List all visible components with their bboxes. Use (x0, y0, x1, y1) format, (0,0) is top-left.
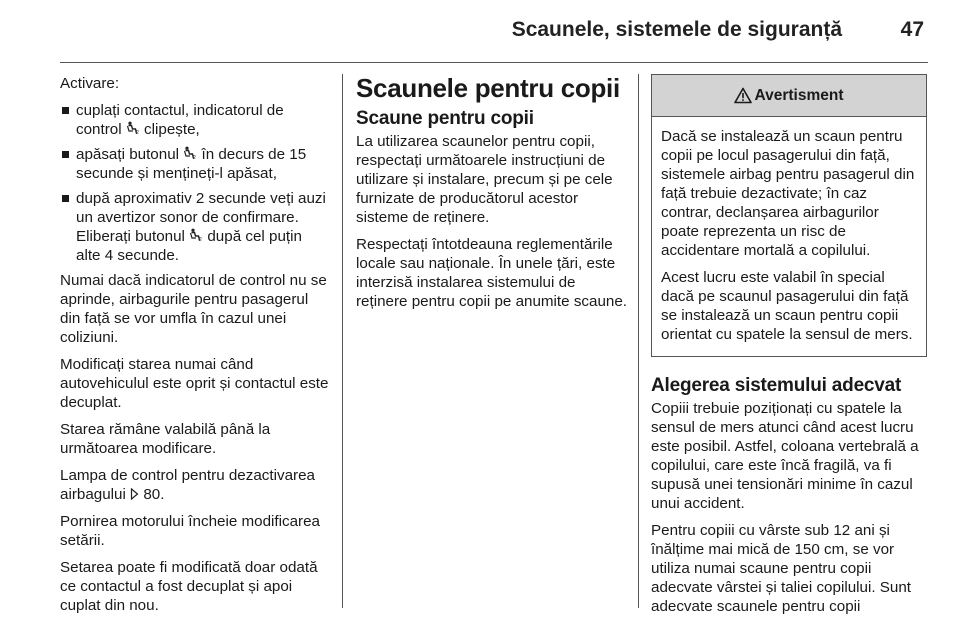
page-reference-arrow-icon[interactable] (130, 488, 139, 500)
bullet-square-icon (62, 107, 69, 114)
svg-text:2: 2 (193, 155, 197, 160)
airbag-off-seat-icon (183, 146, 197, 160)
bullet-text-after: în decurs de 15 secunde și mențineți-l apăsat, (76, 146, 307, 182)
airbag-off-seat-icon (189, 228, 203, 242)
list-item (60, 101, 330, 139)
activation-steps (60, 101, 330, 265)
list-item (60, 145, 330, 183)
bullet-text-after: clipește, (139, 121, 200, 138)
paragraph: Copiii trebuie poziționați cu spatele la sensul de mers atunci când acest lucru este posibil. Astfel, coloana vertebrală a copilului, care este încă fragilă, va fi supusă unei tensionări minime în cazul unui accident. (651, 400, 919, 512)
svg-text:2: 2 (135, 130, 139, 135)
activation-label: Activare: (60, 75, 120, 92)
page-number: 47 (900, 18, 924, 41)
page-header (0, 0, 960, 60)
paragraph: Pentru copiii cu vârste sub 12 ani și înălțime mai mică de 150 cm, se vor utiliza numai scaune pentru copii adecvate vârstei și taliei copilului. Sunt adecvate scaunele pentru copii (651, 522, 912, 615)
warning-header (652, 75, 926, 117)
bullet-text-after: după cel puțin alte 4 secunde. (76, 228, 302, 264)
paragraph: Starea rămâne valabilă până la următoarea modificare. (60, 421, 271, 457)
section-title: Scaunele pentru copii (356, 73, 620, 103)
running-title: Scaunele, sistemele de siguranță (511, 18, 842, 41)
paragraph: Numai dacă indicatorul de control nu se aprinde, airbagurile pentru pasagerul din față se vor umfla în cazul unei coliziuni. (60, 272, 327, 346)
paragraph-text: Lampa de control pentru dezactivarea airbagului (60, 467, 315, 503)
paragraph: Dacă se instalează un scaun pentru copii pe locul pasagerului din față, sistemele airbag pentru pasagerul din față trebuie dezactivate; în caz contrar, declanșarea airbagurilor poate reprezenta un risc de accidentare mortală a copilului. (661, 128, 915, 259)
bullet-square-icon (62, 195, 69, 202)
warning-box (651, 74, 927, 357)
airbag-off-seat-icon (126, 121, 140, 135)
bullet-text-before: cuplați contactul, indicatorul de control (76, 102, 284, 138)
column-3 (651, 74, 927, 624)
subsection-title: Scaune pentru copii (356, 108, 534, 129)
page-reference-link[interactable]: 80. (139, 486, 165, 503)
paragraph: Modificați starea numai când autovehiculul este oprit și contactul este decuplat. (60, 356, 329, 411)
subsection-title: Alegerea sistemului adecvat (651, 375, 902, 396)
paragraph: Respectați întotdeauna reglementările locale sau naționale. În unele țări, este interzisă instalarea sistemului de reținere pentru copii pe anumite scaune. (356, 236, 628, 310)
paragraph: Setarea poate fi modificată doar odată ce contactul a fost decuplat și apoi cuplat din nou. (60, 559, 318, 614)
column-divider-2 (638, 74, 639, 608)
warning-body (652, 117, 926, 356)
warning-triangle-icon (734, 87, 752, 104)
svg-text:2: 2 (199, 237, 202, 242)
page-reference-paragraph (60, 466, 330, 504)
warning-title: Avertisment (754, 87, 844, 104)
column-1 (60, 74, 330, 623)
bullet-square-icon (62, 151, 69, 158)
paragraph: Acest lucru este valabil în special dacă pe scaunul pasagerului din față se instalează un scaun pentru copii orientat cu spatele la sensul de mers. (661, 269, 913, 343)
paragraph: La utilizarea scaunelor pentru copii, respectați următoarele instrucțiuni de utilizare și instalare, precum și pe cele furnizate de producătorul acestor sisteme de reținere. (356, 133, 613, 226)
column-divider-1 (342, 74, 343, 608)
bullet-text-before: apăsați butonul (76, 146, 184, 163)
paragraph: Pornirea motorului încheie modificarea setării. (60, 513, 321, 549)
column-2 (356, 74, 628, 319)
header-divider (60, 62, 928, 63)
bullet-text-before: după aproximativ 2 secunde veți auzi un avertizor sonor de confirmare. Eliberați butonul (76, 190, 326, 245)
list-item (60, 189, 330, 265)
